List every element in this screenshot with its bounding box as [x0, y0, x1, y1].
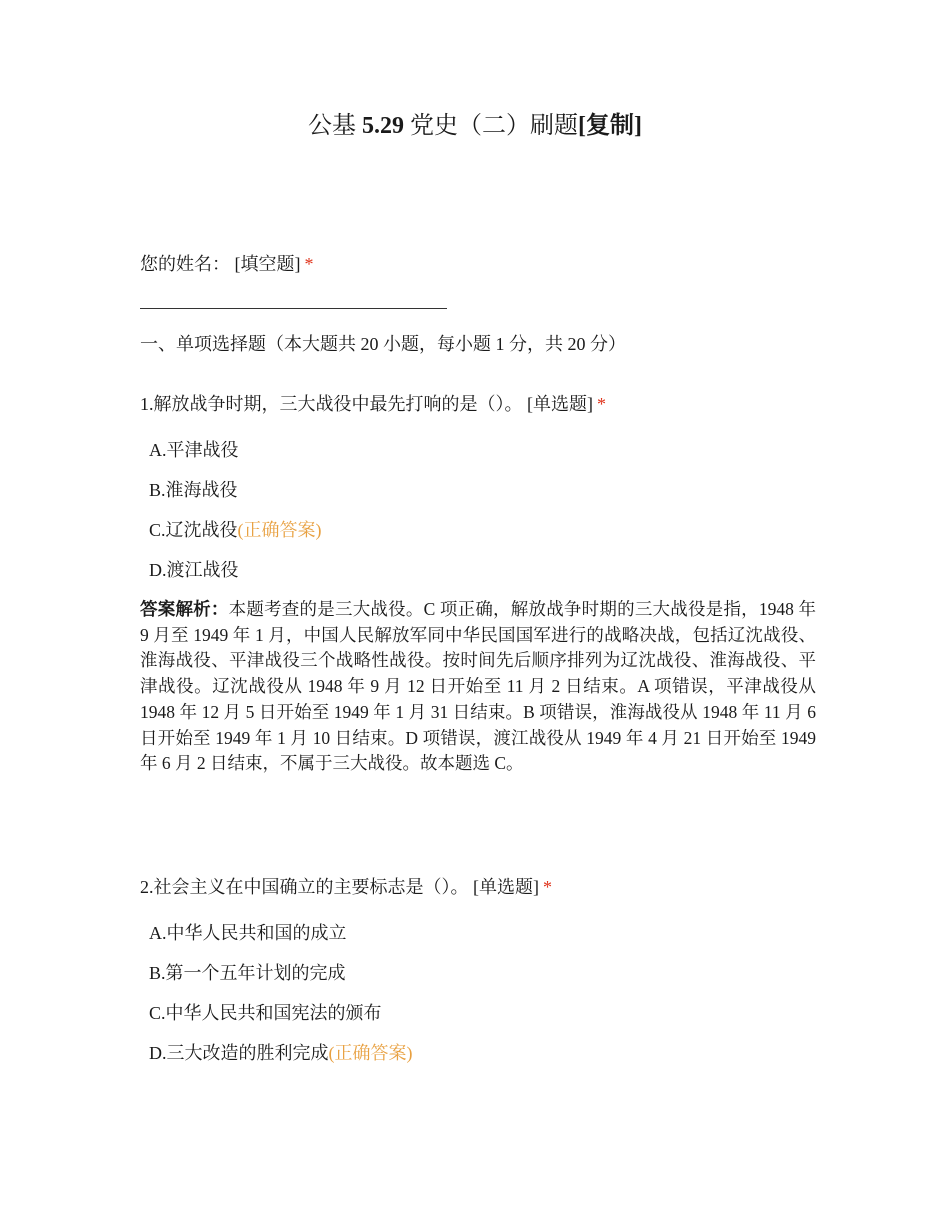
fill-blank-tag: [填空题]: [234, 254, 301, 274]
option-d[interactable]: [149, 1039, 413, 1067]
single-choice-tag: [单选题]: [527, 394, 593, 414]
option-label: C.辽沈战役: [149, 520, 238, 540]
option-label: A.平津战役: [149, 440, 239, 460]
copy-tag: [复制]: [578, 113, 642, 139]
option-c[interactable]: [149, 516, 322, 544]
title-prefix: 公基: [308, 113, 356, 139]
name-input-line[interactable]: [140, 308, 447, 309]
correct-answer-tag: (正确答案): [237, 520, 322, 540]
option-a[interactable]: [149, 436, 239, 464]
title-number: 5.29: [362, 113, 404, 139]
single-choice-tag: [单选题]: [473, 877, 539, 897]
question-text: 1.解放战争时期，三大战役中最先打响的是（）。: [140, 394, 523, 414]
option-d[interactable]: [149, 556, 239, 584]
title-suffix: 党史（二）刷题: [410, 113, 578, 139]
required-mark: *: [597, 394, 606, 414]
question-2: [140, 873, 552, 901]
option-b[interactable]: [149, 476, 238, 504]
analysis-text: 本题考查的是三大战役。C 项正确，解放战争时期的三大战役是指，1948 年 9 月至 1949 年 1 月，中国人民解放军同中华民国国军进行的战略决战，包括辽沈战役、淮海战役、平津战役三个战略性战役。按时间先后顺序排列为辽沈战役、淮海战役、平津战役。辽沈战役从 1948 年 9 月 12 日开始至 11 月 2 日结束。A 项错误，平津战役从 1948 年 12 月 5 日开始至 1949 年 1 月 31 日结束。B 项错误，淮海战役从 1948 年 11 月 6 日开始至 1949 年 1 月 10 日结束。D 项错误，渡江战役从 1949 年 4 月 21 日开始至 1949 年 6 月 2 日结束，不属于三大战役。故本题选 C。: [140, 599, 817, 774]
section-heading: 一、单项选择题（本大题共 20 小题，每小题 1 分，共 20 分）: [140, 334, 626, 354]
option-c[interactable]: [149, 999, 382, 1027]
option-label: A.中华人民共和国的成立: [149, 923, 347, 943]
question-text: 2.社会主义在中国确立的主要标志是（）。: [140, 877, 469, 897]
answer-analysis: [140, 597, 816, 777]
name-question: [140, 250, 314, 278]
required-mark: *: [543, 877, 552, 897]
correct-answer-tag: (正确答案): [328, 1043, 413, 1063]
page-title: [0, 108, 950, 144]
option-label: D.三大改造的胜利完成: [149, 1043, 329, 1063]
analysis-label: 答案解析：: [140, 599, 229, 619]
option-label: C.中华人民共和国宪法的颁布: [149, 1003, 382, 1023]
option-a[interactable]: [149, 919, 347, 947]
option-label: D.渡江战役: [149, 560, 239, 580]
question-1: [140, 390, 606, 418]
required-mark: *: [304, 254, 314, 274]
option-label: B.淮海战役: [149, 480, 238, 500]
option-label: B.第一个五年计划的完成: [149, 963, 346, 983]
name-label-text: 您的姓名：: [140, 254, 230, 274]
option-b[interactable]: [149, 959, 346, 987]
